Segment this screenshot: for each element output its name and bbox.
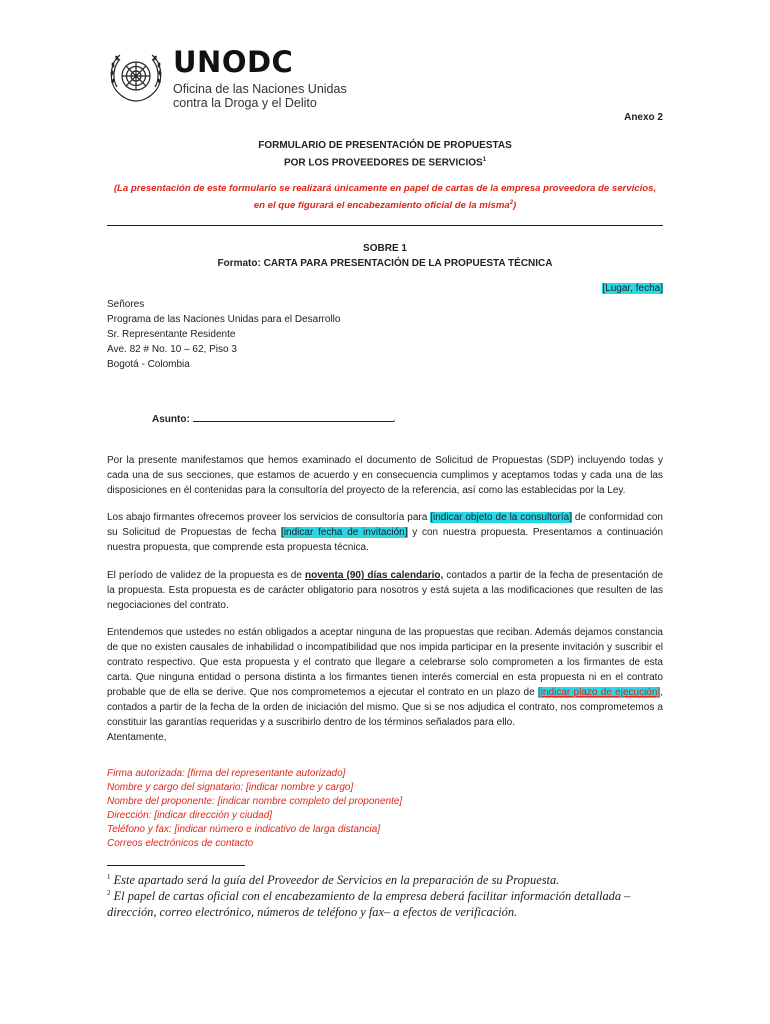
subject-line: Asunto: . <box>152 414 396 425</box>
instruction-note <box>107 181 663 213</box>
form-title-line1: FORMULARIO DE PRESENTACIÓN DE PROPUESTAS <box>258 140 512 151</box>
signature-line: Nombre del proponente: [indicar nombre completo del proponente] <box>107 796 403 807</box>
footnote-ref-2: 2 <box>509 200 514 206</box>
paragraph-understanding: Entendemos que ustedes no están obligados a aceptar ninguna de las propuestas que reciban. Además dejamos constancia de que no existen causales de inhabilidad o incompatibilidad que nos impida participar en la presente invitación y suscribir el contrato respectivo. Que esta propuesta y el contrato que llegare a celebrarse solo comprometen a los firmantes de esta carta. Que ninguna entidad o persona distinta a los firmantes tienen interés comercial en esta propuesta ni en el contrato probable que de ella se derive. Que nos comprometemos a ejecutar el contrato en un plazo de [indicar plazo de ejecución], contados a partir de la fecha de la orden de iniciación del mismo. Que si se nos adjudica el contrato, nos comprometemos a constituir las garantías requeridas y a suscribirlo dentro de los términos señalados para ello. Atentamente, <box>107 627 663 743</box>
recipient-address <box>107 297 340 372</box>
address-line: Sr. Representante Residente <box>107 329 236 340</box>
footnote-ref-1: 1 <box>482 157 487 163</box>
form-title <box>107 138 663 170</box>
annex-label: Anexo 2 <box>624 112 663 123</box>
org-subtitle-line1: Oficina de las Naciones Unidas <box>173 82 347 96</box>
closing: Atentamente, <box>107 732 167 743</box>
address-line: Programa de las Naciones Unidas para el Desarrollo <box>107 314 341 325</box>
org-name: UNODC <box>173 45 294 79</box>
footnote-2: $^2$ El papel de cartas oficial con el encabezamiento de la empresa deberá facilitar información detallada – dirección, correo electrónico, números de teléfono y fax– a efectos de verificación. <box>107 889 631 920</box>
footnote-1: $^1$ Este apartado será la guía del Proveedor de Servicios en la preparación de su Propuesta. <box>107 873 560 888</box>
form-title-line2: POR LOS PROVEEDORES DE SERVICIOS$^1$ <box>283 157 487 169</box>
placeholder-execution-term: [indicar plazo de ejecución] <box>537 687 661 698</box>
divider <box>107 225 663 226</box>
instruction-note-line1: (La presentación de este formulario se realizará únicamente en papel de cartas de la empresa proveedora de servicios, <box>113 183 657 194</box>
paragraph-offer: Los abajo firmantes ofrecemos proveer los servicios de consultoría para [indicar objeto de la consultoría] de conformidad con su Solicitud de Propuestas de fecha [indicar fecha de invitación] y con nuestra propuesta. Presentamos a continuación nuestra propuesta, que comprende esta propuesta técnica. <box>107 512 664 553</box>
paragraph-validity: El período de validez de la propuesta es de noventa (90) días calendario, contados a partir de la fecha de presentación de la propuesta. Esta propuesta es de carácter obligatorio para nosotros y está sujeta a las modificaciones que resulten de las negociaciones del contrato. <box>107 570 664 611</box>
place-date-field: [Lugar, fecha] <box>602 283 663 294</box>
unodc-logo <box>107 45 407 110</box>
un-emblem-icon <box>107 49 165 105</box>
placeholder-invitation-date: [indicar fecha de invitación] <box>281 527 408 538</box>
address-line: Ave. 82 # No. 10 – 62, Piso 3 <box>107 344 237 355</box>
signature-line: Dirección: [indicar dirección y ciudad] <box>107 810 273 821</box>
signature-block <box>107 767 402 851</box>
signature-line: Correos electrónicos de contacto <box>107 838 254 849</box>
sobre-number: SOBRE 1 <box>363 243 407 254</box>
subject-label: Asunto: <box>152 414 190 425</box>
subject-blank <box>193 412 393 422</box>
org-subtitle-line2: contra la Droga y el Delito <box>173 96 317 110</box>
signature-line: Teléfono y fax: [indicar número e indicativo de larga distancia] <box>107 824 381 835</box>
signature-line: Firma autorizada: [firma del representante autorizado] <box>107 768 346 779</box>
signature-line: Nombre y cargo del signatario: [indicar nombre y cargo] <box>107 782 354 793</box>
placeholder-object: [indicar objeto de la consultoría] <box>430 512 572 523</box>
footnote-divider <box>107 865 245 866</box>
address-line: Señores <box>107 299 145 310</box>
instruction-note-line2: en el que figurará el encabezamiento oficial de la misma$^2$) <box>253 200 517 212</box>
sobre-format: Formato: CARTA PARA PRESENTACIÓN DE LA PROPUESTA TÉCNICA <box>217 258 553 269</box>
address-line: Bogotá - Colombia <box>107 359 190 370</box>
paragraph-declaration: Por la presente manifestamos que hemos examinado el documento de Solicitud de Propuestas (SDP) incluyendo todas y cada una de sus secciones, que estamos de acuerdo y en consecuencia cumplimos y aceptamos todas y cada una de las disposiciones en él contenidas para la consultoría del proyecto de la referencia, así como las establecidas por la Ley. <box>107 455 663 496</box>
sobre-heading <box>107 241 663 271</box>
validity-period: noventa (90) días calendario, <box>305 570 444 581</box>
